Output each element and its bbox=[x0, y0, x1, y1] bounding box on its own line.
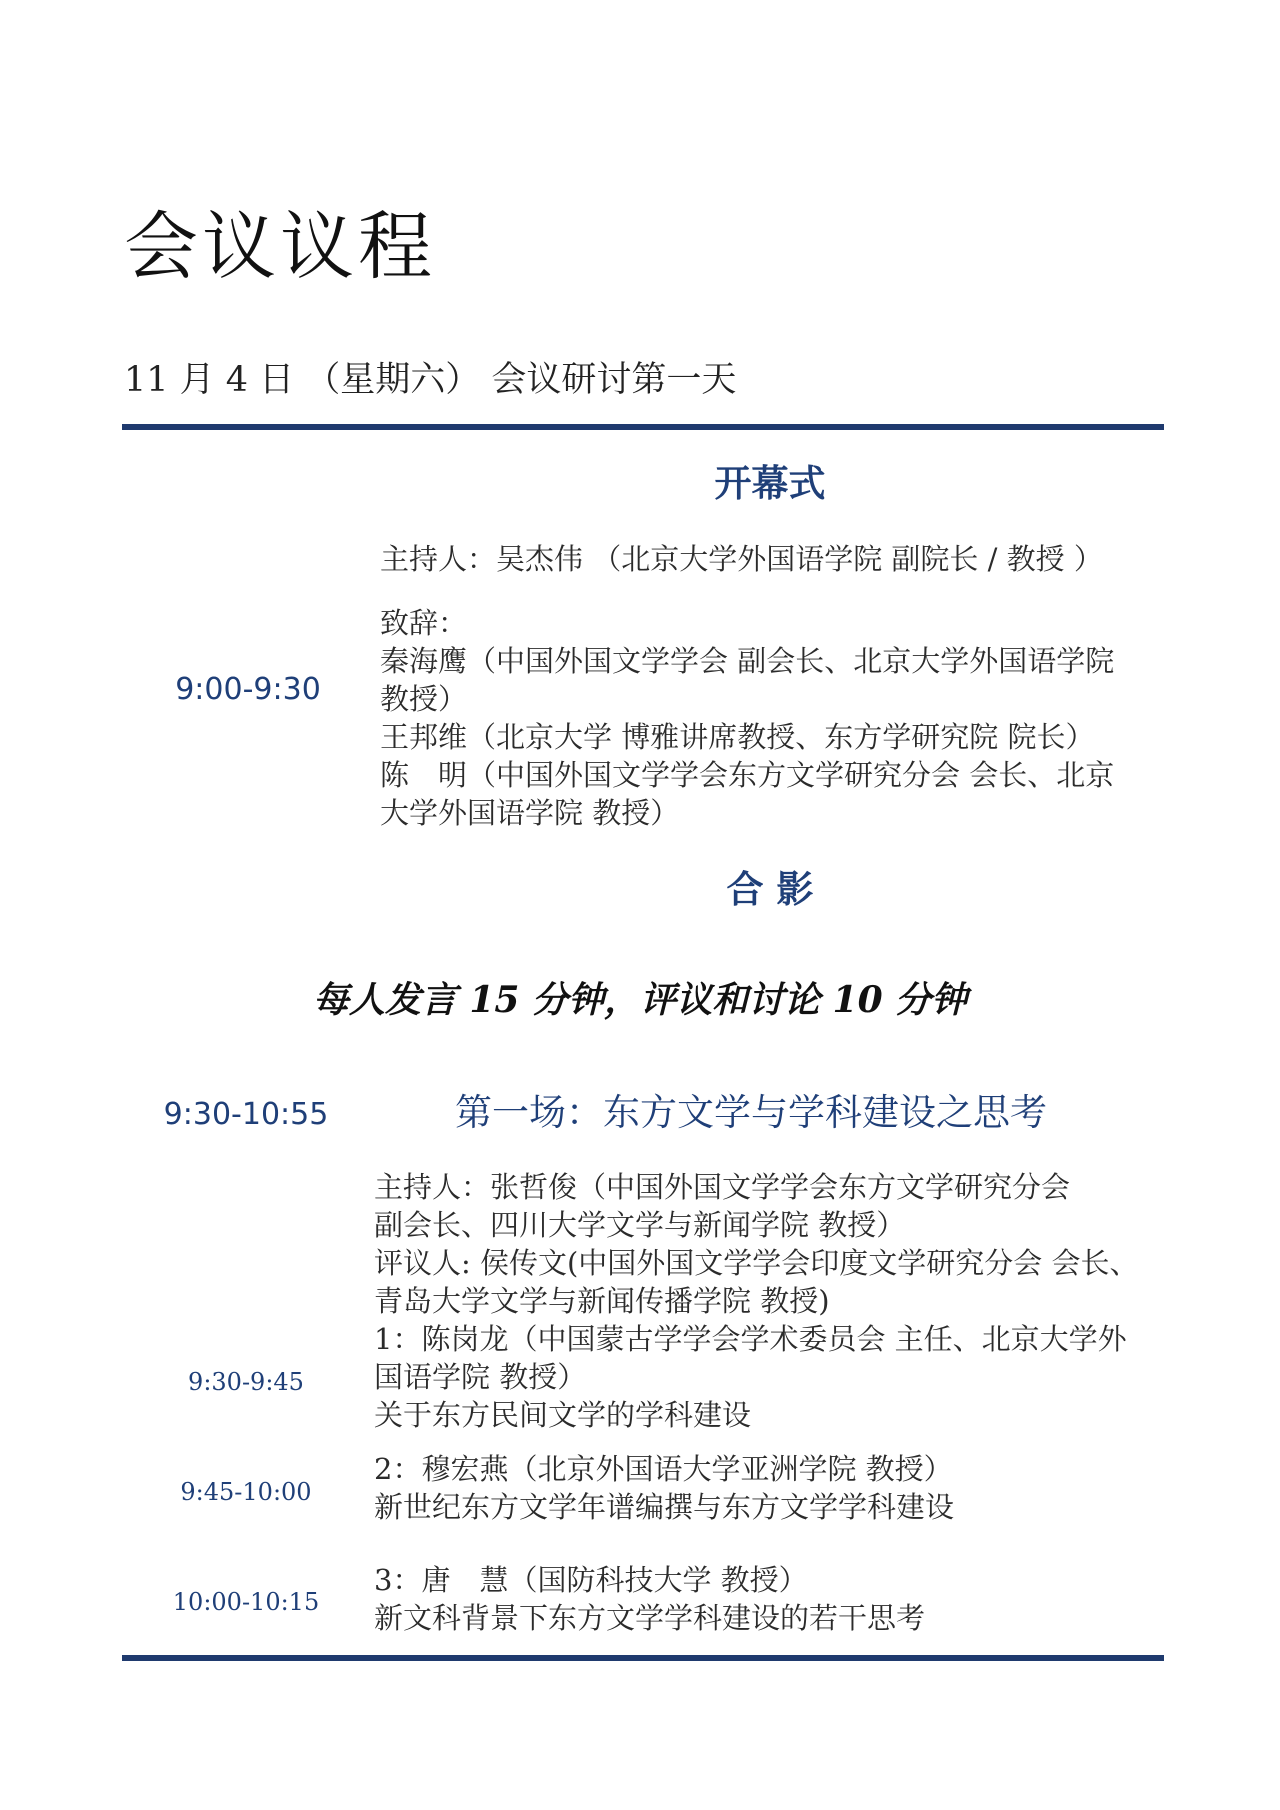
bottom-divider bbox=[122, 1655, 1164, 1661]
talk-item bbox=[374, 1320, 1127, 1434]
session1-hosts bbox=[374, 1168, 1139, 1320]
speech-line: 秦海鹰（中国外国文学学会 副会长、北京大学外国语学院 bbox=[380, 644, 1115, 678]
talk-line: 2：穆宏燕（北京外国语大学亚洲学院 教授） bbox=[374, 1452, 953, 1486]
opening-time: 9:00-9:30 bbox=[175, 672, 321, 707]
talk-line: 3：唐 慧（国防科技大学 教授） bbox=[374, 1563, 808, 1597]
talk-line: 新世纪东方文学年谱编撰与东方文学学科建设 bbox=[374, 1490, 955, 1524]
session1-title: 第一场：东方文学与学科建设之思考 bbox=[455, 1091, 1047, 1134]
opening-speeches bbox=[380, 604, 1114, 832]
speech-line: 王邦维（北京大学 博雅讲席教授、东方学研究院 院长） bbox=[380, 720, 1095, 754]
top-divider bbox=[122, 424, 1164, 430]
talk-line: 新文科背景下东方文学学科建设的若干思考 bbox=[374, 1601, 926, 1635]
page-title: 会议议程 bbox=[124, 204, 436, 290]
talk-line: 关于东方民间文学的学科建设 bbox=[374, 1398, 752, 1432]
speech-line: 教授） bbox=[380, 682, 468, 716]
talk-item bbox=[374, 1450, 954, 1526]
host-line: 主持人：张哲俊（中国外国文学学会东方文学研究分会 bbox=[374, 1170, 1071, 1204]
speech-line: 大学外国语学院 教授） bbox=[380, 796, 680, 830]
opening-host: 主持人：吴杰伟 （北京大学外国语学院 副院长 / 教授 ） bbox=[380, 542, 1103, 576]
day-header: 11 月 4 日 （星期六） 会议研讨第一天 bbox=[124, 360, 737, 400]
host-line: 评议人: 侯传文(中国外国文学学会印度文学研究分会 会长、 bbox=[374, 1246, 1139, 1280]
talk-item bbox=[374, 1561, 925, 1637]
opening-title: 开幕式 bbox=[714, 462, 826, 505]
talk-time: 10:00-10:15 bbox=[172, 1588, 320, 1616]
photo-title: 合 影 bbox=[726, 868, 814, 911]
host-line: 副会长、四川大学文学与新闻学院 教授） bbox=[374, 1208, 906, 1242]
talk-time: 9:30-9:45 bbox=[188, 1368, 304, 1396]
speech-line: 陈 明（中国外国文学学会东方文学研究分会 会长、北京 bbox=[380, 758, 1115, 792]
host-line: 青岛大学文学与新闻传播学院 教授) bbox=[374, 1284, 830, 1318]
talk-time: 9:45-10:00 bbox=[180, 1478, 312, 1506]
speaking-time-notice: 每人发言 15 分钟，评议和讨论 10 分钟 bbox=[312, 979, 968, 1021]
speeches-label: 致辞： bbox=[380, 606, 468, 640]
talk-line: 1：陈岗龙（中国蒙古学学会学术委员会 主任、北京大学外 bbox=[374, 1322, 1127, 1356]
talk-line: 国语学院 教授） bbox=[374, 1360, 587, 1394]
session1-time: 9:30-10:55 bbox=[163, 1097, 329, 1132]
